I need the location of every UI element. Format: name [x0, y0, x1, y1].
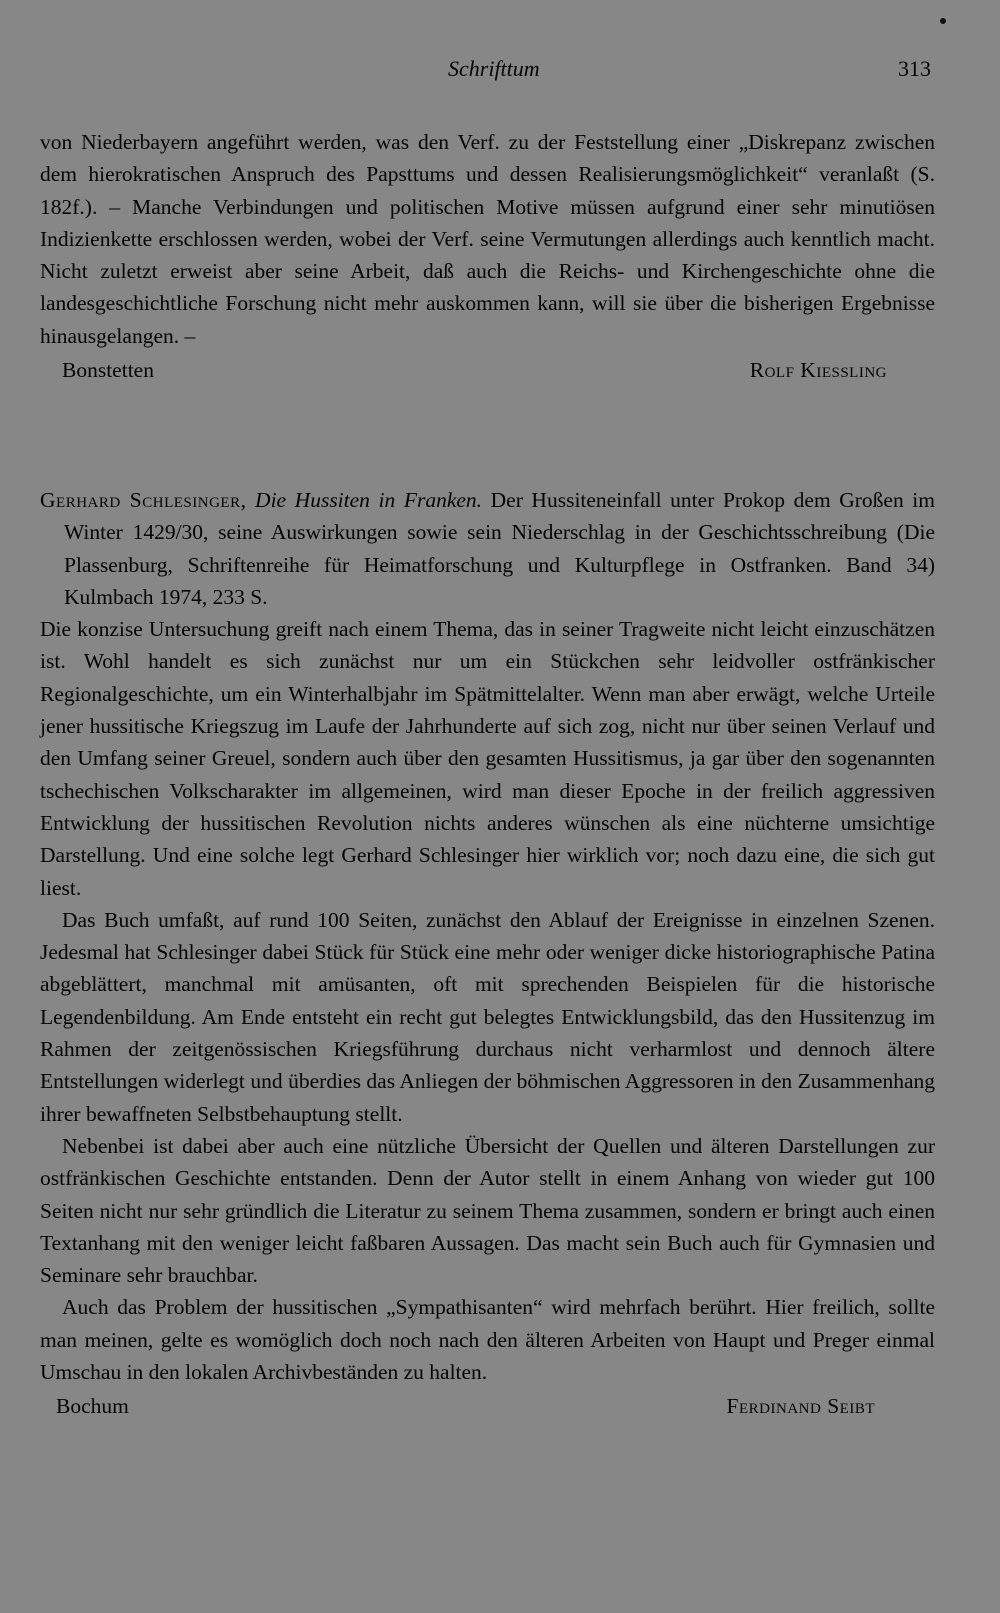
bibliographic-entry	[40, 484, 935, 613]
reviewer-place: Bochum	[56, 1394, 129, 1419]
page-speck	[940, 18, 946, 24]
book-title: Die Hussiten in Franken.	[255, 488, 483, 512]
review-signature	[40, 354, 935, 386]
review-paragraph-2: Das Buch umfaßt, auf rund 100 Seiten, zunächst den Ablauf der Ereignisse in einzelnen Szenen. Jedesmal hat Schlesinger dabei Stück für Stück eine mehr oder weniger dicke historiographische Patina abgeblättert, manchmal mit amüsanten, oft mit sprechenden Beispielen für die historische Legendenbildung. Am Ende entsteht ein recht gut belegtes Entwicklungsbild, das den Hussitenzug im Rahmen der zeitgenössischen Kriegsführung durchaus nicht verharmlost und dennoch ältere Entstellungen widerlegt und überdies das Anliegen der böhmischen Aggressoren in den Zusammenhang ihrer bewaffneten Selbstbehauptung stellt.	[40, 907, 935, 1126]
book-details: Der Hussiteneinfall unter Prokop dem Großen im Winter 1429/30, seine Auswirkungen sowie sein Niederschlag in der Geschichtsschreibung (Die Plassenburg, Schriftenreihe für Heimatforschung und Kulturpflege in Ostfranken. Band 34) Kulmbach 1974, 233 S.	[64, 488, 936, 609]
page-number: 313	[898, 56, 931, 81]
review-paragraph-3: Nebenbei ist dabei aber auch eine nützliche Übersicht der Quellen und älteren Darstellungen zur ostfränkischen Geschichte entstanden. Denn der Autor stellt in einem Anhang von wieder gut 100 Seiten nicht nur sehr gründlich die Literatur zu seinem Thema zusammen, sondern er bringt auch einen Textanhang mit den weniger leicht faßbaren Aussagen. Das macht sein Buch auch für Gymnasien und Seminare sehr brauchbar.	[40, 1133, 935, 1288]
review-paragraph: von Niederbayern angeführt werden, was den Verf. zu der Feststellung einer „Diskrepanz zwischen dem hierokratischen Anspruch des Papsttums und dessen Realisierungsmöglichkeit“ veranlaßt (S. 182f.). – Manche Verbindungen und politischen Motive müssen aufgrund einer sehr minutiösen Indizienkette erschlossen werden, wobei der Verf. seine Vermutungen allerdings auch kenntlich macht. Nicht zuletzt erweist aber seine Arbeit, daß auch die Reichs- und Kirchengeschichte ohne die landesgeschichtliche Forschung nicht mehr auskommen kann, will sie über die bisherigen Ergebnisse hinausgelangen. –	[40, 130, 935, 348]
review-seibt	[40, 484, 935, 1423]
reviewer-place: Bonstetten	[62, 358, 154, 383]
review-paragraph-4: Auch das Problem der hussitischen „Sympathisanten“ wird mehrfach berührt. Hier freilich, sollte man meinen, gelte es womöglich doch noch nach den älteren Arbeiten von Haupt und Preger einmal Umschau in den lokalen Archivbeständen zu halten.	[40, 1295, 935, 1385]
review-paragraph-1: Die konzise Untersuchung greift nach einem Thema, das in seiner Tragweite nicht leicht einzuschätzen ist. Wohl handelt es sich zunächst nur um ein Stückchen sehr leidvoller ostfränkischer Regionalgeschichte, um ein Winterhalbjahr im Spätmittelalter. Wenn man aber erwägt, welche Urteile jener hussitische Kriegszug im Laufe der Jahrhunderte auf sich zog, nicht nur über seinen Verlauf und den Umfang seiner Greuel, sondern auch über den gesamten Hussitismus, ja gar über den sogenannten tschechischen Volkscharakter im allgemeinen, wird man dieser Epoche in der freilich aggressiven Entwicklung der hussitischen Revolution nichts anderes wünschen als eine nüchterne umsichtige Darstellung. Und eine solche legt Gerhard Schlesinger hier wirklich vor; noch dazu eine, die sich gut liest.	[40, 617, 935, 900]
running-header	[0, 56, 1000, 86]
book-author: Gerhard Schlesinger,	[40, 488, 247, 512]
reviewer-name: Rolf Kiessling	[749, 358, 887, 383]
running-title: Schrifttum	[448, 56, 540, 81]
reviewer-name: Ferdinand Seibt	[726, 1394, 875, 1419]
review-kiessling	[40, 126, 935, 386]
review-signature	[40, 1390, 935, 1422]
